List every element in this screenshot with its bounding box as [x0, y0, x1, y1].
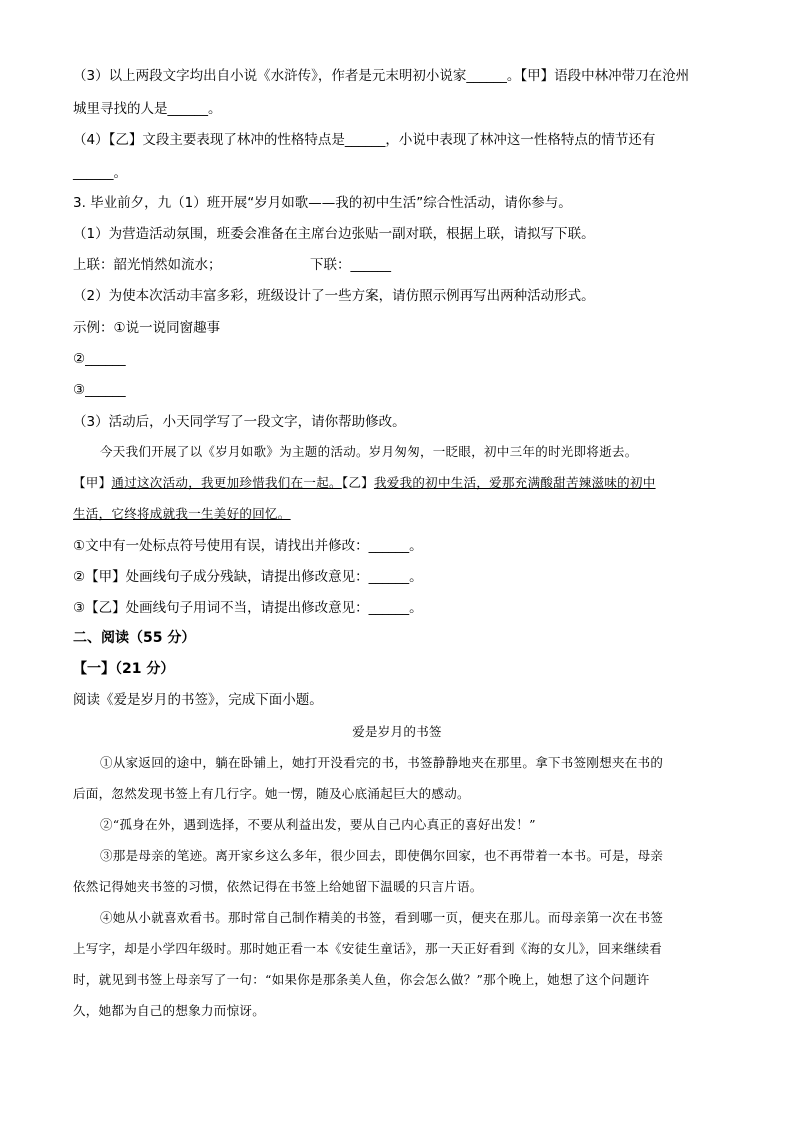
q4-line1: （4）【乙】文段主要表现了林冲的性格特点是______，小说中表现了林冲这一性格特点的情节还有	[73, 132, 656, 148]
para4-line3: 时，就见到书签上母亲写了一句：“如果你是那条美人鱼，你会怎么做？”那个晚上，她想了这个问题许	[73, 972, 650, 987]
q3-line2: 城里寻找的人是______。	[73, 101, 222, 117]
question3-part3: （3）活动后，小天同学写了一段文字，请你帮助修改。	[73, 414, 406, 430]
para4-line4: 久，她都为自己的想象力而惊讶。	[73, 1003, 266, 1018]
sub-question-1: ①文中有一处标点符号使用有误，请找出并修改：______。	[73, 538, 423, 554]
yi-sentence-a: 我爱我的初中生活，爱那充满酸甜苦辣滋味的初中	[373, 475, 656, 490]
para1-line2: 后面，忽然发现书签上有几行字。她一愣，随及心底涌起巨大的感动。	[73, 786, 470, 801]
question3-intro: 3. 毕业前夕，九（1）班开展“岁月如歌——我的初中生活”综合性活动，请你参与。	[73, 195, 572, 211]
para3-line2: 依然记得她夹书签的习惯，依然记得在书签上给她留下温暖的只言片语。	[73, 879, 483, 894]
question3-part1: （1）为营造活动氛围，班委会准备在主席台边张贴一副对联，根据上联，请拟写下联。	[73, 226, 595, 242]
example-line: 示例：①说一说同窗趣事	[73, 320, 221, 336]
para4-line1: ④她从小就喜欢看书。那时常自己制作精美的书签，看到哪一页，便夹在那儿。而母亲第一次在书签	[100, 910, 664, 925]
section-heading: 二、阅读（55 分）	[73, 630, 196, 646]
yi-tag: 【乙】	[341, 475, 374, 490]
passage-line2	[73, 473, 656, 493]
blank-3: ③______	[73, 382, 126, 398]
para1-line1: ①从家返回的途中，躺在卧铺上，她打开没看完的书，书签静静地夹在那里。拿下书签刚想夹在书的	[100, 755, 664, 770]
part-heading: 【一】（21 分）	[73, 661, 175, 677]
para3-line1: ③那是母亲的笔迹。离开家乡这么多年，很少回去，即使偶尔回家，也不再带着一本书。可是，母亲	[100, 848, 664, 863]
blank-2: ②______	[73, 351, 126, 367]
reading-instruction: 阅读《爱是岁月的书签》，完成下面小题。	[73, 692, 323, 708]
jia-tag: 【甲】	[73, 475, 112, 490]
para2-line1: ②“孤身在外，遇到选择，不要从利益出发，要从自己内心真正的喜好出发！”	[100, 817, 536, 832]
yi-sentence-b: 生活，它终将成就我一生美好的回忆。	[73, 506, 291, 521]
sub-question-2: ②【甲】处画线句子成分残缺，请提出修改意见：______。	[73, 569, 423, 585]
para4-line2: 上写字，却是小学四年级时。那时她正看一本《安徒生童话》，那一天正好看到《海的女儿》，回来继续看	[73, 941, 663, 956]
question3-part2: （2）为使本次活动丰富多彩，班级设计了一些方案，请仿照示例再写出两种活动形式。	[73, 288, 595, 304]
sub-question-3: ③【乙】处画线句子用词不当，请提出修改意见：______。	[73, 600, 423, 616]
passage-line1: 今天我们开展了以《岁月如歌》为主题的活动。岁月匆匆，一眨眼，初中三年的时光即将逝去。	[100, 444, 638, 459]
couplet-lower: 下联：______	[310, 257, 391, 273]
jia-sentence: 通过这次活动，我更加珍惜我们在一起。	[111, 475, 342, 490]
couplet-upper: 上联：韶光悄然如流水；	[73, 257, 222, 273]
q3-line1: （3）以上两段文字均出自小说《水浒传》，作者是元末明初小说家______。【甲】语段中林冲带刀在沧州	[73, 68, 690, 84]
q4-line2: ______。	[73, 165, 127, 181]
article-title: 爱是岁月的书签	[352, 724, 442, 739]
